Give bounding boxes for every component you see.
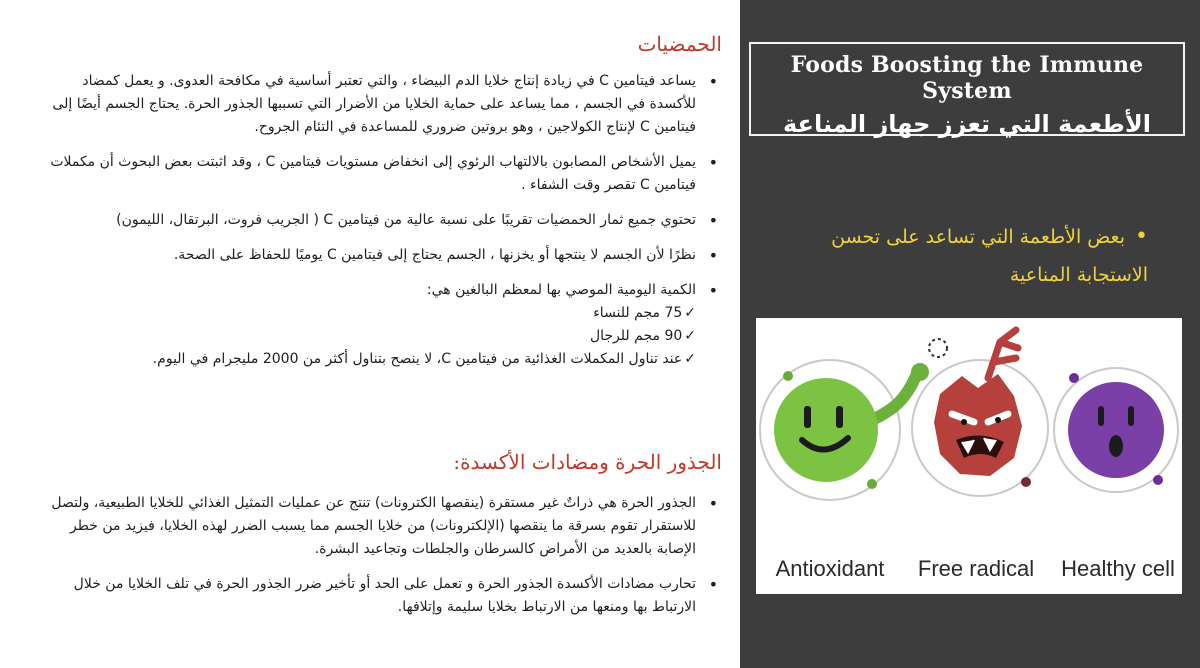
check-item [32, 325, 696, 348]
daily-intake-checklist [32, 302, 696, 371]
list-item: • يميل الأشخاص المصابون بالالتهاب الرئوي إلى انخفاض مستويات فيتامين C ، وقد اثبتت بعض البحوث أن مكملات فيتامين C تقصر وقت الشفاء . [32, 151, 722, 197]
radicals-heading: الجذور الحرة ومضادات الأكسدة: [453, 450, 722, 474]
citrus-heading: الحمضيات [637, 32, 722, 56]
list-item: • تحتوي جميع ثمار الحمضيات تقريبًا على نسبة عالية من فيتامين C ( الجريب فروت، البرتقال، الليمون) [32, 209, 722, 232]
label-antioxidant: Antioxidant [775, 556, 885, 581]
daily-intake-item [32, 279, 722, 371]
check-item [32, 348, 696, 371]
daily-intake-intro: الكمية اليومية الموصي بها لمعظم البالغين هي: [426, 282, 696, 298]
cells-illustration-svg [756, 318, 1182, 594]
title-box [749, 42, 1185, 136]
cells-illustration [756, 318, 1182, 594]
check-icon: ✓ [684, 351, 696, 367]
check-icon: ✓ [684, 328, 696, 344]
free-radical-cell [912, 330, 1048, 496]
check-item [32, 302, 696, 325]
list-item: • نظرًا لأن الجسم لا ينتجها أو يخزنها ، الجسم يحتاج إلى فيتامين C يوميًا للحفاظ على الصحة. [32, 244, 722, 267]
citrus-bullet-list [32, 70, 722, 383]
bullet-icon: • [1135, 224, 1148, 249]
healthy-cell [1054, 368, 1178, 492]
title-english: Foods Boosting the Immune System [790, 52, 1144, 104]
list-item: • الجذور الحرة هي ذراتٌ غير مستقرة (ينقصها الكترونات) تنتج عن عمليات التمثيل الغذائي للخلايا الطبيعية، ولتصل للاستقرار تقوم بسرقة ما ينقصها (الإلكترونات) من خلايا الجسم مما يسبب الضرر لهذه الخلايا، فيزيد من خطر الإصابة بالعديد من الأمراض كالسرطان والجلطات وتجاعيد البشرة. [32, 492, 722, 561]
title-arabic: الأطعمة التي تعزز جهاز المناعة [783, 110, 1151, 138]
check-icon: ✓ [684, 305, 696, 321]
check-item-text: 90 مجم للرجال [589, 328, 683, 344]
title-panel [740, 0, 1200, 668]
radicals-bullet-list [32, 492, 722, 631]
antioxidant-cell [760, 360, 929, 500]
list-item: • يساعد فيتامين C في زيادة إنتاج خلايا الدم البيضاء ، والتي تعتبر أساسية في مكافحة العدوى. و يعمل كمضاد للأكسدة في الجسم ، مما يساعد على حماية الخلايا من الأضرار التي تسببها الجذور الحرة. يحتاج الجسم أيضًا إلى فيتامين C لإنتاج الكولاجين ، وهو بروتين ضروري للمساعدة في التئام الجروح. [32, 70, 722, 139]
check-item-text: 75 مجم للنساء [593, 305, 683, 321]
check-item-text: عند تناول المكملات الغذائية من فيتامين C، لا ينصح بتناول أكثر من 2000 مليجرام في اليوم. [152, 351, 683, 367]
list-item: • تحارب مضادات الأكسدة الجذور الحرة و تعمل على الحد أو تأخير ضرر الجذور الحرة في تلف الخلايا من خلال الارتباط بها ومنعها من الارتباط بخلايا سليمة وإتلافها. [32, 573, 722, 619]
highlight-bullet [788, 218, 1148, 294]
label-healthy-cell: Healthy cell [1061, 556, 1175, 581]
label-free-radical: Free radical [917, 556, 1035, 581]
highlight-bullet-text: بعض الأطعمة التي تساعد على تحسن الاستجابة المناعية [831, 226, 1148, 286]
